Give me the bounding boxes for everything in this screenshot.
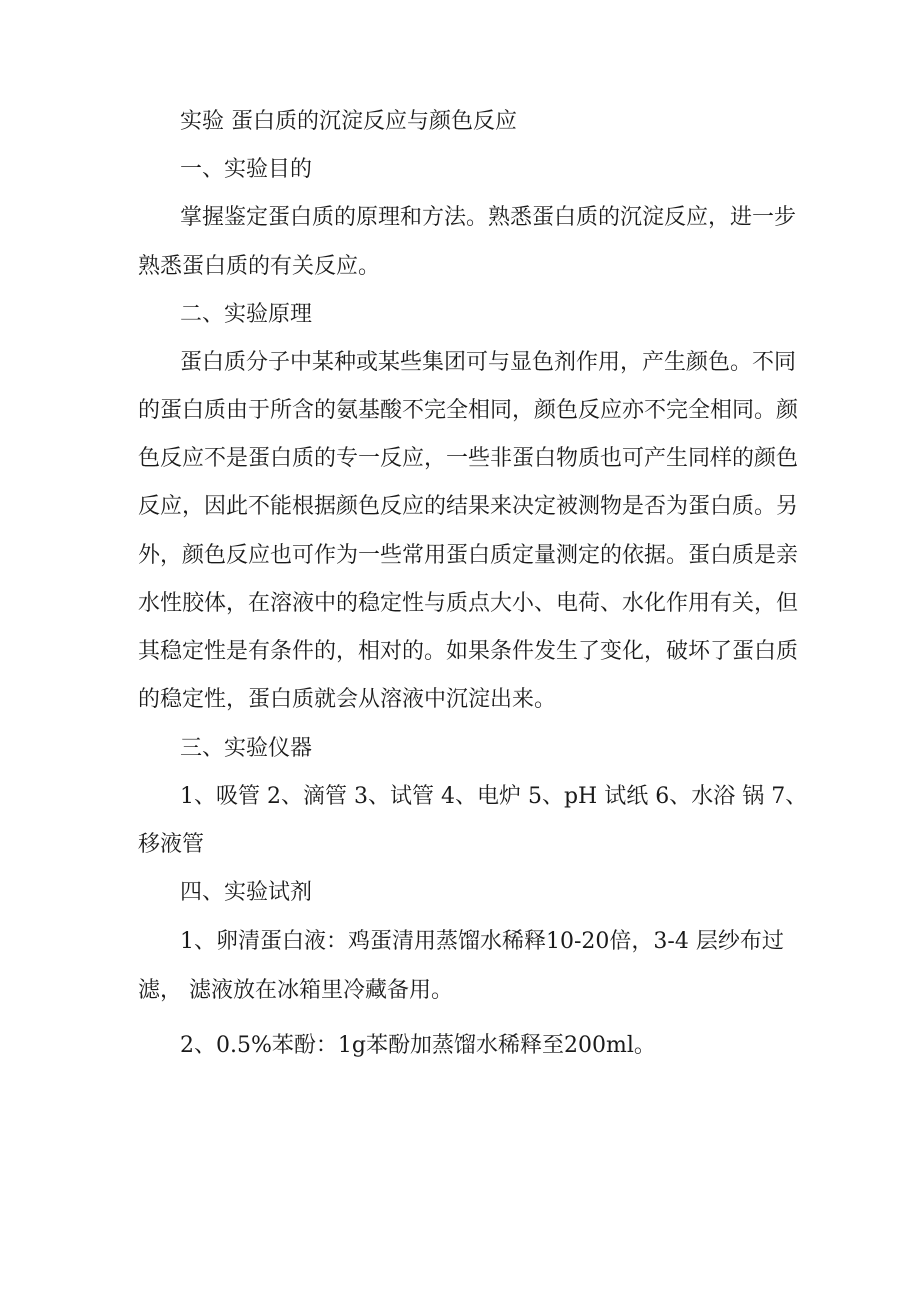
paragraph-line: 掌握鉴定蛋白质的原理和方法。熟悉蛋白质的沉淀反应，进一步	[180, 205, 797, 230]
paragraph-line: 移液管	[138, 832, 205, 857]
paragraph-line: 其稳定性是有条件的，相对的。如果条件发生了变化，破坏了蛋白质	[138, 639, 799, 664]
paragraph-line: 反应，因此不能根据颜色反应的结果来决定被测物是否为蛋白质。另	[138, 494, 799, 519]
paragraph-line: 1、卵清蛋白液：鸡蛋清用蒸馏水稀释10-20倍，3-4 层纱布过	[180, 929, 784, 954]
paragraph-line: 外，颜色反应也可作为一些常用蛋白质定量测定的依据。蛋白质是亲	[138, 543, 799, 568]
paragraph-line: 水性胶体，在溶液中的稳定性与质点大小、电荷、水化作用有关，但	[138, 591, 799, 616]
section-heading-purpose: 一、实验目的	[180, 157, 313, 182]
paragraph-line: 色反应不是蛋白质的专一反应，一些非蛋白物质也可产生同样的颜色	[138, 446, 799, 471]
section-heading-instruments: 三、实验仪器	[180, 736, 313, 761]
paragraph-line: 滤， 滤液放在冰箱里冷藏备用。	[138, 978, 453, 1003]
section-heading-reagents: 四、实验试剂	[180, 880, 313, 905]
paragraph-line: 的蛋白质由于所含的氨基酸不完全相同，颜色反应亦不完全相同。颜	[138, 398, 799, 423]
document-title: 实验 蛋白质的沉淀反应与颜色反应	[180, 109, 517, 134]
paragraph-line: 1、吸管 2、滴管 3、试管 4、电炉 5、pH 试纸 6、水浴 锅 7、	[180, 784, 808, 809]
paragraph-line: 的稳定性，蛋白质就会从溶液中沉淀出来。	[138, 687, 557, 712]
section-heading-principle: 二、实验原理	[180, 302, 313, 327]
paragraph-line: 熟悉蛋白质的有关反应。	[138, 254, 381, 279]
paragraph-line: 蛋白质分子中某种或某些集团可与显色剂作用，产生颜色。不同	[180, 350, 797, 375]
paragraph-line: 2、0.5%苯酚：1g苯酚加蒸馏水稀释至200ml。	[180, 1033, 656, 1058]
